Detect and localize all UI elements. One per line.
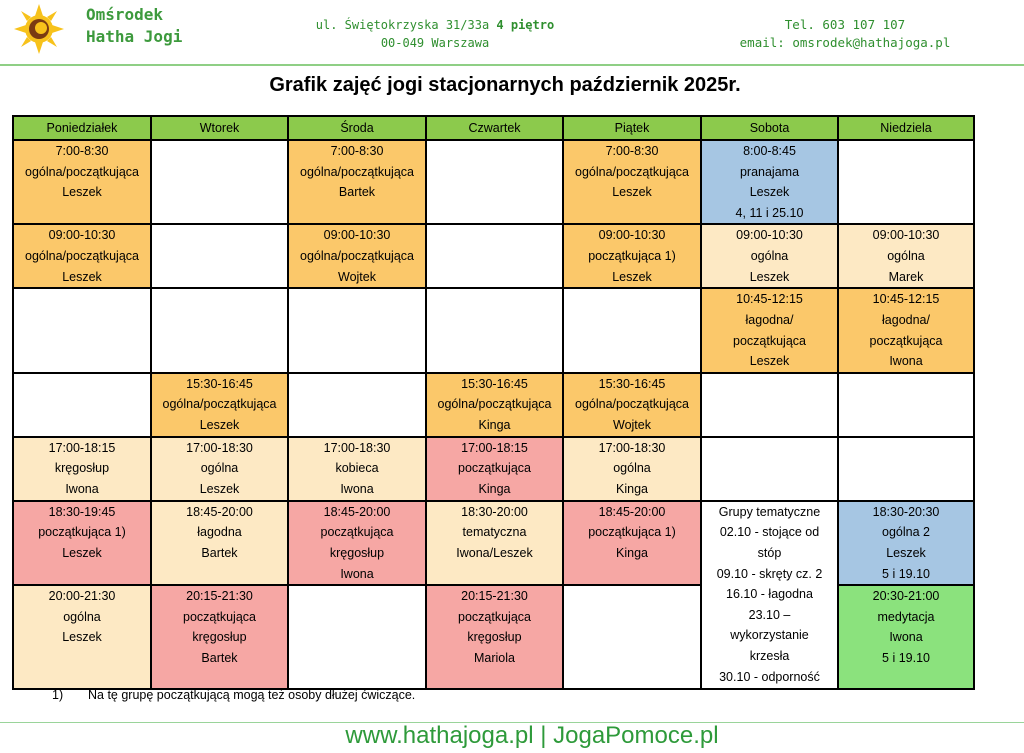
class-cell — [288, 501, 426, 585]
class-cell-line: ogólna/początkująca — [300, 248, 414, 263]
class-cell-line: Wojtek — [338, 269, 376, 284]
class-cell-line: 15:30-16:45 — [461, 376, 528, 391]
class-cell-line: 7:00-8:30 — [330, 144, 384, 158]
class-cell — [701, 140, 838, 224]
class-cell-line: Leszek — [749, 185, 790, 200]
class-cell-line: 20:30-21:00 — [872, 589, 940, 604]
class-cell-line: Leszek — [62, 545, 102, 560]
class-cell — [426, 585, 563, 689]
class-cell — [563, 437, 701, 501]
header — [0, 0, 1024, 66]
class-cell-line: 4, 11 i 25.10 — [735, 205, 804, 220]
class-cell-line: 20:15-21:30 — [461, 589, 528, 604]
class-cell — [563, 224, 701, 288]
class-cell — [151, 373, 288, 437]
class-cell-line: 17:00-18:30 — [598, 440, 666, 455]
day-header: Czwartek — [426, 116, 563, 140]
class-cell-line: 02.10 - stojące od — [719, 525, 820, 540]
empty-cell — [151, 224, 288, 288]
schedule-row — [13, 140, 974, 224]
class-cell-line: kręgosłup — [467, 630, 522, 645]
class-cell-line: 7:00-8:30 — [55, 144, 109, 158]
footer-link-hathajoga[interactable]: www.hathajoga.pl — [345, 722, 534, 749]
empty-cell — [701, 373, 838, 437]
class-cell-line: kręgosłup — [192, 630, 247, 645]
class-cell-line: Wojtek — [613, 417, 651, 432]
class-cell-line: 09:00-10:30 — [736, 228, 803, 243]
address — [310, 16, 560, 52]
class-cell — [838, 585, 974, 689]
class-cell-line: ogólna — [750, 248, 789, 263]
footer-separator: | — [540, 722, 547, 749]
brand-line-1: Omśrodek — [86, 5, 164, 24]
class-cell-line: początkująca — [733, 333, 806, 348]
day-header: Niedziela — [838, 116, 974, 140]
class-cell-line: Bartek — [338, 185, 376, 200]
footnote — [52, 688, 415, 702]
class-cell-line: Leszek — [886, 545, 926, 560]
class-cell — [563, 501, 701, 585]
class-cell — [151, 501, 288, 585]
address-city: 00-049 Warszawa — [380, 36, 490, 50]
class-cell-line: 5 i 19.10 — [882, 650, 930, 665]
class-cell-line: kobieca — [335, 461, 379, 476]
empty-cell — [288, 373, 426, 437]
class-cell-line: Leszek — [62, 269, 102, 284]
footer — [0, 722, 1024, 750]
schedule-body — [13, 140, 974, 689]
class-cell-line: ogólna/początkująca — [25, 164, 139, 179]
class-cell-line: kręgosłup — [54, 461, 110, 476]
class-cell-line: Kinga — [478, 481, 511, 496]
class-cell-line: 18:45-20:00 — [186, 504, 253, 519]
footer-link-jogapomoce[interactable]: JogaPomoce.pl — [553, 722, 719, 749]
class-cell-line: 17:00-18:15 — [48, 440, 116, 455]
email[interactable]: email: omsrodek@hathajoga.pl — [739, 35, 951, 50]
class-cell-line: ogólna — [613, 461, 651, 476]
empty-cell — [426, 140, 563, 224]
empty-cell — [701, 437, 838, 501]
class-cell-line: 10:45-12:15 — [872, 292, 940, 307]
empty-cell — [426, 288, 563, 372]
schedule-row — [13, 501, 974, 585]
class-cell-line: 5 i 19.10 — [882, 566, 930, 581]
empty-cell — [426, 224, 563, 288]
class-cell-line: początkująca 1) — [588, 525, 676, 540]
empty-cell — [838, 373, 974, 437]
class-cell-line: 17:00-18:30 — [323, 440, 391, 455]
contact — [700, 16, 990, 52]
class-cell-line: Iwona — [889, 354, 923, 369]
day-header: Piątek — [563, 116, 701, 140]
day-header-row — [13, 116, 974, 140]
class-cell-line: ogólna/początkująca — [575, 164, 689, 179]
class-cell-line: ogólna/początkująca — [162, 397, 277, 412]
empty-cell — [563, 585, 701, 689]
class-cell-line: Grupy tematyczne — [718, 504, 821, 519]
class-cell-line: Iwona — [340, 566, 374, 581]
class-cell-line: 09.10 - skręty cz. 2 — [716, 566, 823, 581]
class-cell-line: początkująca 1) — [38, 525, 126, 540]
class-cell-line: 09:00-10:30 — [598, 228, 666, 243]
day-header: Środa — [288, 116, 426, 140]
class-cell-line: 16.10 - łagodna — [726, 587, 813, 602]
class-cell-line: krzesła — [749, 648, 790, 663]
header-divider — [0, 64, 1024, 66]
class-cell — [701, 288, 838, 372]
sun-logo-icon — [14, 4, 64, 54]
class-cell-line: ogólna 2 — [882, 525, 930, 540]
class-cell-line: Iwona — [889, 630, 923, 645]
phone: Tel. 603 107 107 — [784, 17, 906, 32]
class-cell-line: łagodna — [197, 525, 242, 540]
class-cell-line: pranajama — [739, 164, 800, 179]
class-cell — [701, 224, 838, 288]
brand-line-2: Hatha Jogi — [86, 27, 183, 46]
footnote-number: 1) — [52, 688, 64, 702]
class-cell-line: 23.10 – — [748, 607, 791, 622]
class-cell-line: Kinga — [478, 417, 511, 432]
schedule-row — [13, 437, 974, 501]
class-cell — [838, 224, 974, 288]
class-cell-line: 10:45-12:15 — [736, 292, 803, 307]
schedule-row — [13, 288, 974, 372]
class-cell — [288, 140, 426, 224]
class-cell-line: 8:00-8:45 — [743, 144, 796, 158]
class-cell-line: 09:00-10:30 — [48, 228, 116, 243]
class-cell-line: Leszek — [612, 185, 652, 200]
class-cell-line: kręgosłup — [329, 545, 385, 560]
class-cell-line: tematyczna — [462, 525, 527, 540]
class-cell-line: 30.10 - odporność — [719, 669, 820, 684]
class-cell-line: 15:30-16:45 — [598, 376, 666, 391]
class-cell-line: łagodna/ — [745, 312, 794, 327]
class-cell — [563, 140, 701, 224]
class-cell-line: Iwona/Leszek — [456, 545, 533, 560]
class-cell-line: 09:00-10:30 — [323, 228, 391, 243]
class-cell-line: medytacja — [877, 609, 935, 624]
class-cell-line: 09:00-10:30 — [872, 228, 940, 243]
class-cell-line: Bartek — [201, 650, 238, 665]
class-cell-line: ogólna/początkująca — [575, 397, 689, 412]
class-cell-line: Leszek — [199, 481, 240, 496]
schedule-row — [13, 373, 974, 437]
class-cell — [288, 224, 426, 288]
class-cell-line: 17:00-18:15 — [461, 440, 528, 455]
class-cell-line: Leszek — [62, 185, 102, 200]
class-cell — [563, 373, 701, 437]
class-cell-line: Leszek — [612, 269, 652, 284]
class-cell-line: ogólna/początkująca — [25, 248, 139, 263]
empty-cell — [563, 288, 701, 372]
class-cell-line: Kinga — [616, 481, 648, 496]
class-cell-line: początkująca — [183, 609, 256, 624]
class-cell-line: początkująca 1) — [588, 248, 676, 263]
class-cell — [13, 224, 151, 288]
class-cell-line: ogólna — [200, 461, 239, 476]
address-street: ul. Świętokrzyska 31/33a — [315, 18, 490, 32]
schedule-row — [13, 224, 974, 288]
class-cell-line: ogólna/początkująca — [437, 397, 552, 412]
class-cell-line: ogólna/początkująca — [300, 164, 414, 179]
class-cell-line: Iwona — [340, 481, 374, 496]
class-cell-line: stóp — [757, 545, 782, 560]
class-cell-line: Iwona — [65, 481, 99, 496]
class-cell — [426, 373, 563, 437]
class-cell-line: Leszek — [749, 269, 790, 284]
class-cell — [426, 437, 563, 501]
empty-cell — [151, 288, 288, 372]
empty-cell — [838, 437, 974, 501]
class-cell-line: 18:45-20:00 — [598, 504, 666, 519]
class-cell-line: łagodna/ — [882, 312, 930, 327]
day-header: Poniedziałek — [13, 116, 151, 140]
class-cell-line: Leszek — [62, 630, 102, 645]
day-header: Wtorek — [151, 116, 288, 140]
brand-name — [86, 4, 182, 48]
schedule-table — [12, 115, 975, 690]
class-cell-line: 7:00-8:30 — [605, 144, 659, 158]
class-cell-line: początkująca — [458, 461, 531, 476]
class-cell-line: Bartek — [201, 545, 238, 560]
class-cell — [13, 140, 151, 224]
empty-cell — [151, 140, 288, 224]
class-cell-line: 18:30-20:00 — [461, 504, 528, 519]
class-cell — [838, 501, 974, 585]
class-cell-line: początkująca — [320, 525, 394, 540]
class-cell — [426, 501, 563, 585]
class-cell-line: ogólna — [63, 609, 101, 624]
class-cell — [13, 585, 151, 689]
class-cell-line: 18:30-19:45 — [48, 504, 116, 519]
topic-groups-cell — [701, 501, 838, 689]
class-cell-line: 17:00-18:30 — [186, 440, 253, 455]
day-header: Sobota — [701, 116, 838, 140]
class-cell — [151, 437, 288, 501]
class-cell-line: ogólna — [887, 248, 925, 263]
empty-cell — [288, 288, 426, 372]
class-cell — [838, 288, 974, 372]
class-cell-line: 15:30-16:45 — [186, 376, 253, 391]
class-cell-line: Marek — [888, 269, 924, 284]
empty-cell — [13, 288, 151, 372]
class-cell — [151, 585, 288, 689]
class-cell-line: Leszek — [749, 354, 790, 369]
empty-cell — [288, 585, 426, 689]
page-title: Grafik zajęć jogi stacjonarnych październik 2025r. — [269, 74, 741, 96]
empty-cell — [13, 373, 151, 437]
class-cell — [13, 437, 151, 501]
class-cell-line: Mariola — [474, 650, 515, 665]
class-cell-line: początkująca — [458, 609, 531, 624]
class-cell-line: 18:30-20:30 — [872, 504, 940, 519]
address-floor: 4 piętro — [496, 18, 555, 32]
footnote-text: Na tę grupę początkującą mogą też osoby dłużej ćwiczące. — [88, 688, 416, 702]
class-cell-line: początkująca — [869, 333, 943, 348]
class-cell-line: wykorzystanie — [730, 628, 809, 643]
empty-cell — [838, 140, 974, 224]
class-cell — [288, 437, 426, 501]
class-cell-line: Kinga — [616, 545, 648, 560]
class-cell-line: 18:45-20:00 — [323, 504, 391, 519]
class-cell — [13, 501, 151, 585]
class-cell-line: 20:00-21:30 — [48, 589, 116, 604]
class-cell-line: 20:15-21:30 — [186, 589, 253, 604]
class-cell-line: Leszek — [199, 417, 240, 432]
